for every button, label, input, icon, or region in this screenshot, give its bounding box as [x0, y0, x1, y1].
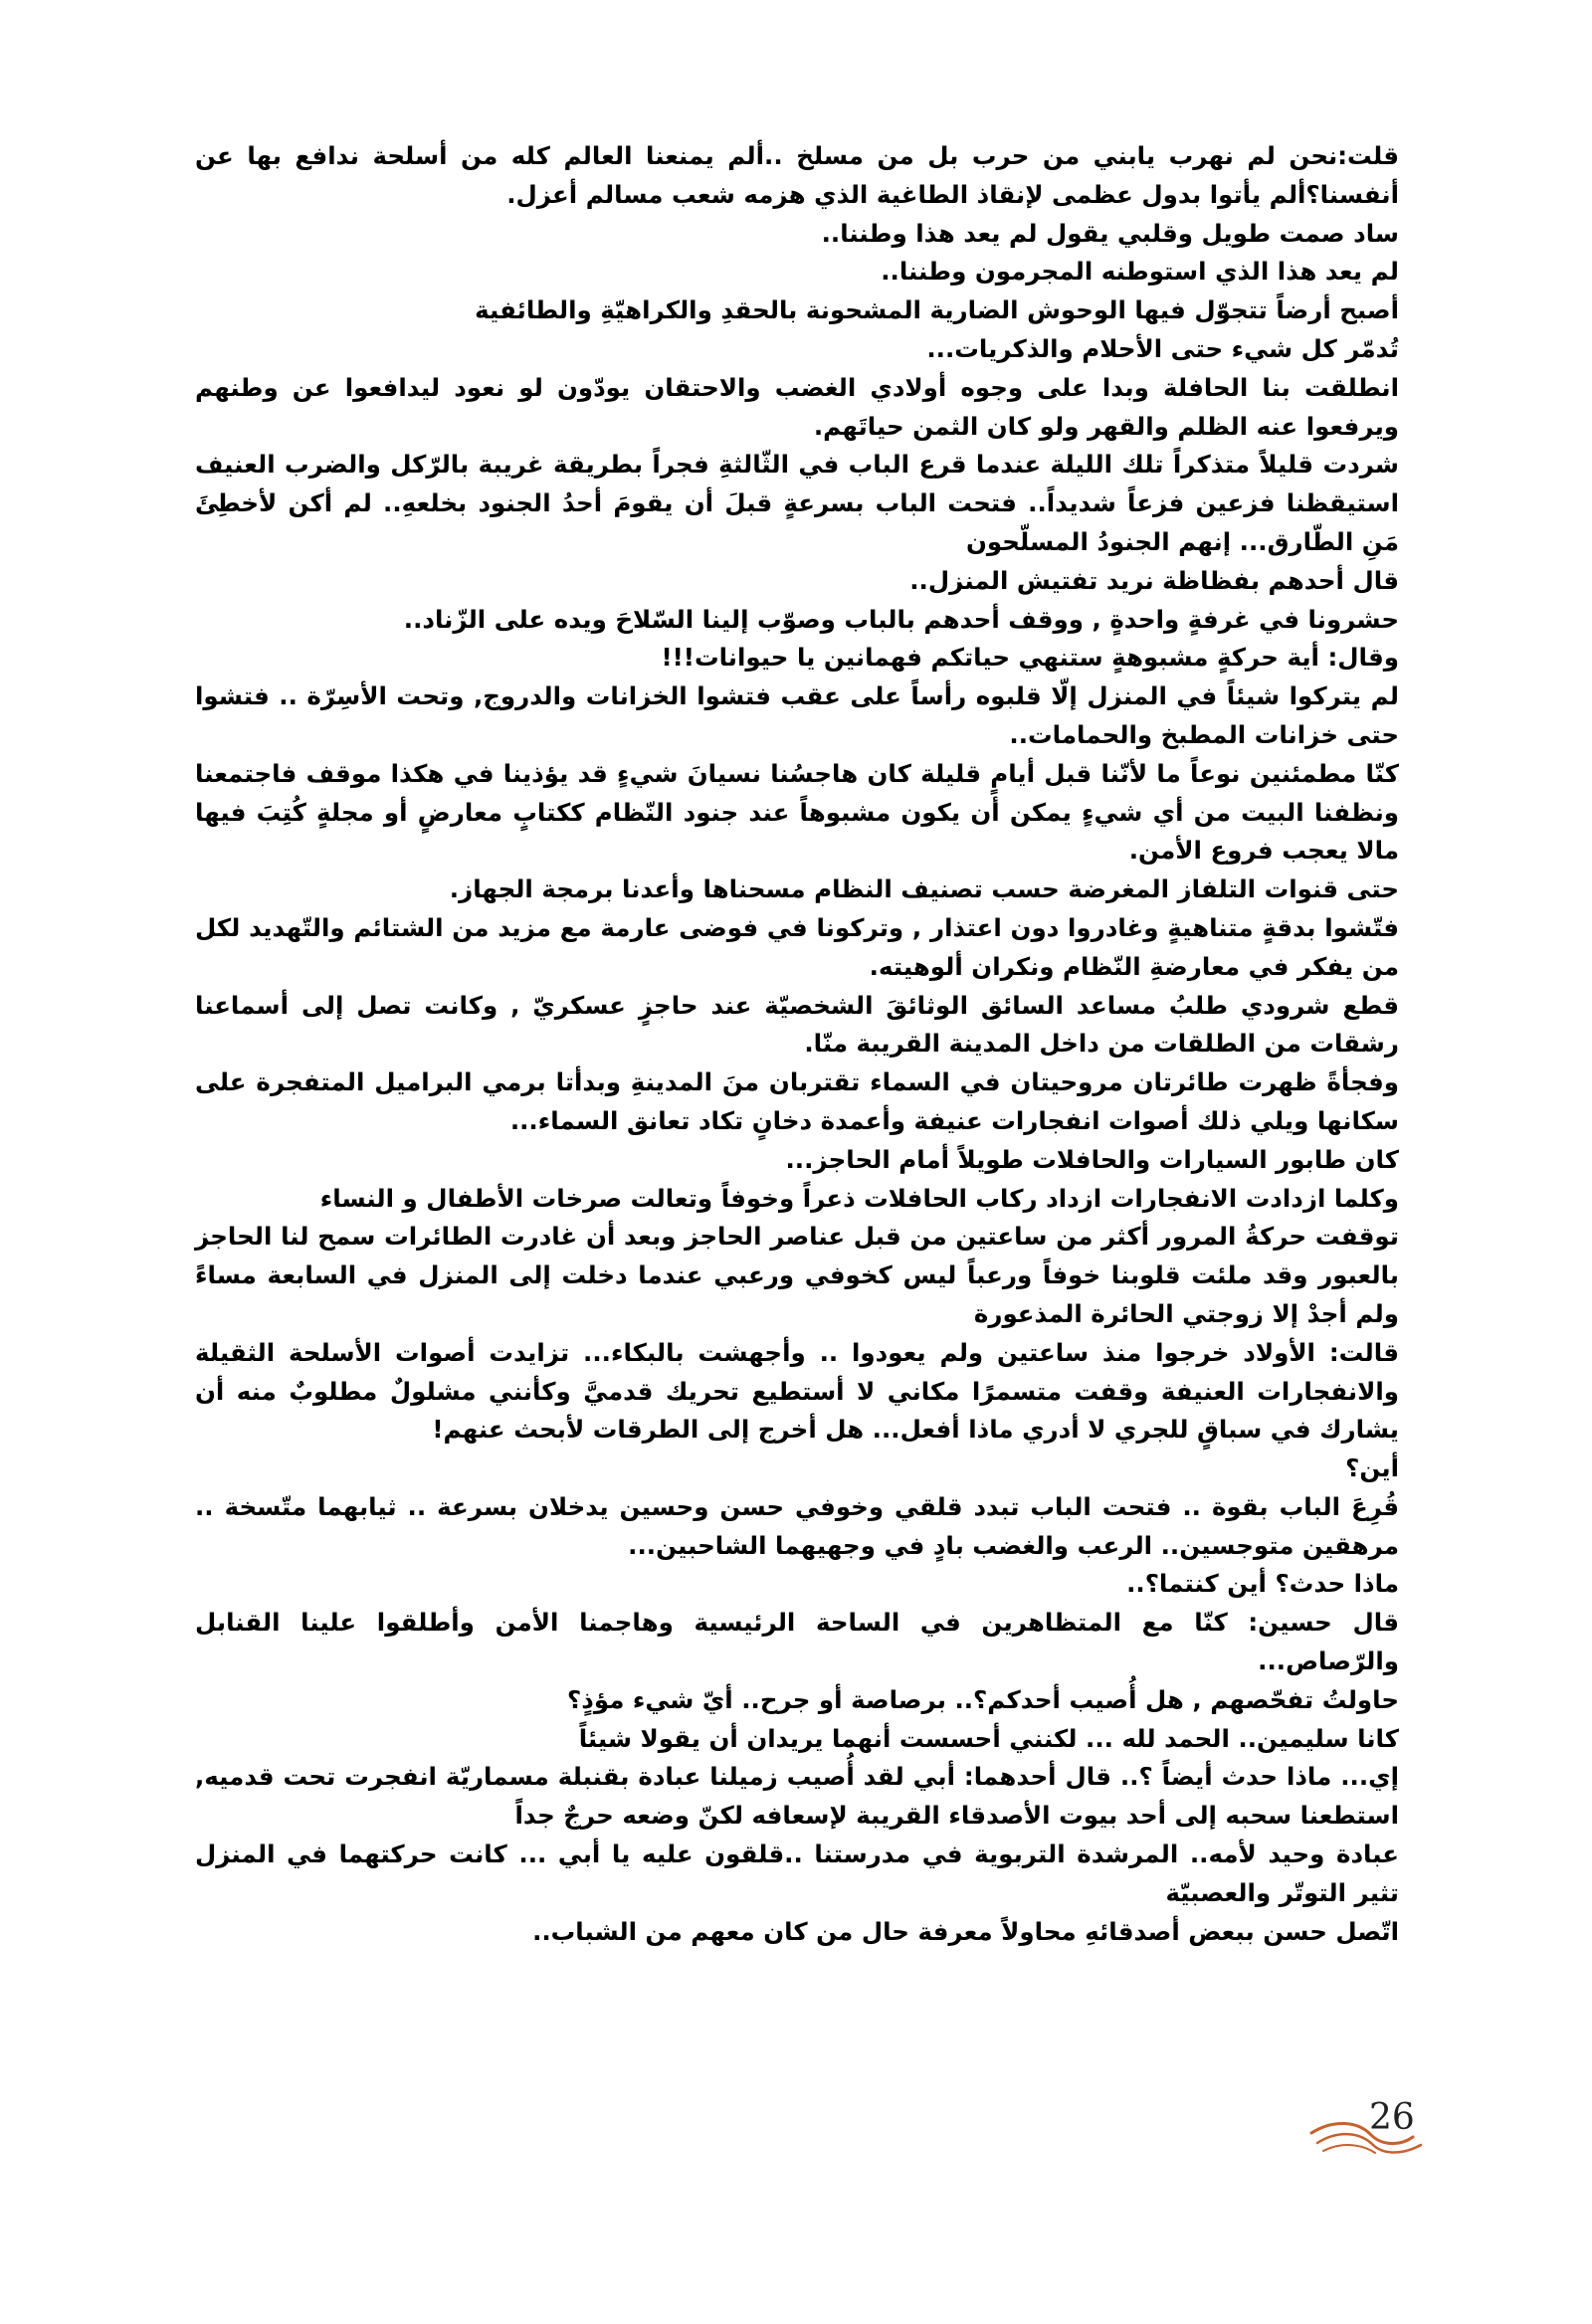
paragraph-8: قال أحدهم بفظاظة نريد تفتيش المنزل.. — [909, 565, 1399, 595]
paragraph-23: ماذا حدث؟ أين كنتما؟.. — [1126, 1569, 1399, 1599]
page-footer — [1303, 2097, 1433, 2167]
paragraph-10: وقال: أية حركةٍ مشبوهةٍ ستنهي حياتكم فهمانين يا حيوانات!!! — [661, 643, 1399, 673]
paragraph-18: وكلما ازدادت الانفجارات ازداد ركاب الحافلات ذعراً وخوفاً وتعالت صرخات الأطفال و النساء — [319, 1183, 1399, 1213]
paragraph-9: حشرونا في غرفةٍ واحدةٍ , ووقف أحدهم بالباب وصوّب إلينا السّلاحَ ويده على الزّناد.. — [403, 604, 1399, 634]
paragraph-22: قُرِعَ الباب بقوة .. فتحت الباب تبدد قلقي وخوفي حسن وحسين يدخلان بسرعة .. ثيابهما متّسخة .. مرهقين متوجسين.. الرعب والغضب بادٍ في وجهيهما الشاحبين... — [195, 1491, 1399, 1560]
paragraph-28: عبادة وحيد لأمه.. المرشدة التربوية في مدرستنا ..قلقون عليه يا أبي ... كانت حركتهما في المنزل تثير التوتّر والعصبيّة — [195, 1840, 1399, 1907]
paragraph-7: شردت قليلاً متذكراً تلك الليلة عندما قرع الباب في الثّالثةِ فجراً بطريقة غريبة بالرّكل والضرب العنيف استيقظنا فزعين فزعاً شديداً.. فتحت الباب بسرعةٍ قبلَ أن يقومَ أحدُ الجنود بخلعهِ.. لم أكن لأخطِئَ مَنِ الطّارق... إنهم الجنودُ المسلّحون — [195, 450, 1399, 556]
paragraph-19: توقفت حركةُ المرور أكثر من ساعتين من قبل عناصر الحاجز وبعد أن غادرت الطائرات سمح لنا الحاجز بالعبور وقد ملئت قلوبنا خوفاً ورعباً ليس كخوفي ورعبي عندما دخلت إلى المنزل في السابعة مساءً ولم أجدْ إلا زوجتي الحائرة المذعورة — [195, 1222, 1399, 1328]
paragraph-26: كانا سليمين.. الحمد لله ... لكنني أحسست أنهما يريدان أن يقولا شيئاً — [578, 1723, 1399, 1753]
paragraph-6: انطلقت بنا الحافلة وبدا على وجوه أولادي الغضب والاحتقان يودّون لو نعود ليدافعوا عن وطنهم ويرفعوا عنه الظلم والقهر ولو كان الثمن حياتَهم. — [195, 372, 1399, 441]
page-number: 26 — [1369, 2097, 1415, 2138]
paragraph-21: أين؟ — [1345, 1453, 1399, 1483]
paragraph-29: اتّصل حسن ببعض أصدقائهِ محاولاً معرفة حال من كان معهم من الشباب.. — [532, 1916, 1399, 1946]
paragraph-16: وفجأةً ظهرت طائرتان مروحيتان في السماء تقتربان منَ المدينةِ وبدأتا برمي البراميل المتفجرة على سكانها ويلي ذلك أصوات انفجارات عنيفة وأعمدة دخانٍ تكاد تعانق السماء... — [195, 1067, 1399, 1135]
paragraph-12: كنّا مطمئنين نوعاً ما لأنّنا قبل أيامٍ قليلة كان هاجسُنا نسيانَ شيءٍ قد يؤذينا في هكذا موقف فاجتمعنا ونظفنا البيت من أي شيءٍ يمكن أن يكون مشبوهاً عند جنود النّظام ككتابٍ معارضٍ أو مجلةٍ كُتِبَ فيها مالا يعجب فروع الأمن. — [195, 758, 1399, 866]
paragraph-2: ساد صمت طويل وقلبي يقول لم يعد هذا وطننا.. — [821, 218, 1399, 248]
body-text — [195, 137, 1399, 1951]
paragraph-3: لم يعد هذا الذي استوطنه المجرمون وطننا.. — [881, 257, 1399, 287]
paragraph-25: حاولتُ تفحّصهم , هل أُصيب أحدكم؟.. برصاصة أو جرح.. أيّ شيء مؤذٍ؟ — [567, 1684, 1399, 1714]
paragraph-11: لم يتركوا شيئاً في المنزل إلّا قلبوه رأساً على عقب فتشوا الخزانات والدروج, وتحت الأسِرّة .. فتشوا حتى خزانات المطبخ والحمامات.. — [195, 681, 1399, 749]
paragraph-5: تُدمّر كل شيء حتى الأحلام والذكريات... — [926, 333, 1399, 363]
paragraph-27: إي... ماذا حدث أيضاً ؟.. قال أحدهما: أبي لقد أُصيب زميلنا عبادة بقنبلة مسماريّة انفجرت تحت قدميه, استطعنا سحبه إلى أحد بيوت الأصدقاء القريبة لإسعافه لكنّ وضعه حرجٌ جداً — [195, 1762, 1399, 1831]
paragraph-13: حتى قنوات التلفاز المغرضة حسب تصنيف النظام مسحناها وأعدنا برمجة الجهاز. — [449, 874, 1399, 904]
paragraph-15: قطع شرودي طلبُ مساعد السائق الوثائقَ الشخصيّة عند حاجزٍ عسكريّ , وكانت تصل إلى أسماعنا رشقات من الطلقات من داخل المدينة القريبة منّا. — [195, 990, 1399, 1059]
paragraph-20: قالت: الأولاد خرجوا منذ ساعتين ولم يعودوا .. وأجهشت بالبكاء... تزايدت أصوات الأسلحة الثقيلة والانفجارات العنيفة وقفت متسمرًا مكاني لا أستطيع تحريك قدميَّ وكأنني مشلولٌ مطلوبٌ منه أن يشارك في سباقٍ للجري لا أدري ماذا أفعل... هل أخرج إلى الطرقات لأبحث عنهم! — [195, 1337, 1399, 1445]
paragraph-4: أصبح أرضاً تتجوّل فيها الوحوش الضارية المشحونة بالحقدِ والكراهيّةِ والطائفية — [475, 295, 1399, 325]
paragraph-14: فتّشوا بدقةٍ متناهيةٍ وغادروا دون اعتذار , وتركونا في فوضى عارمة مع مزيد من الشتائم والتّهديد لكل من يفكر في معارضةِ النّظام ونكران ألوهيته. — [195, 912, 1399, 981]
paragraph-17: كان طابور السيارات والحافلات طويلاً أمام الحاجز... — [785, 1144, 1399, 1174]
paragraph-24: قال حسين: كنّا مع المتظاهرين في الساحة الرئيسية وهاجمنا الأمن وأطلقوا علينا القنابل والرّصاص... — [195, 1608, 1399, 1676]
paragraph-1: قلت:نحن لم نهرب يابني من حرب بل من مسلخ ..ألم يمنعنا العالم كله من أسلحة ندافع بها عن أنفسنا؟ألم يأتوا بدول عظمى لإنقاذ الطاغية الذي هزمه شعب مسالم أعزل. — [195, 141, 1399, 209]
